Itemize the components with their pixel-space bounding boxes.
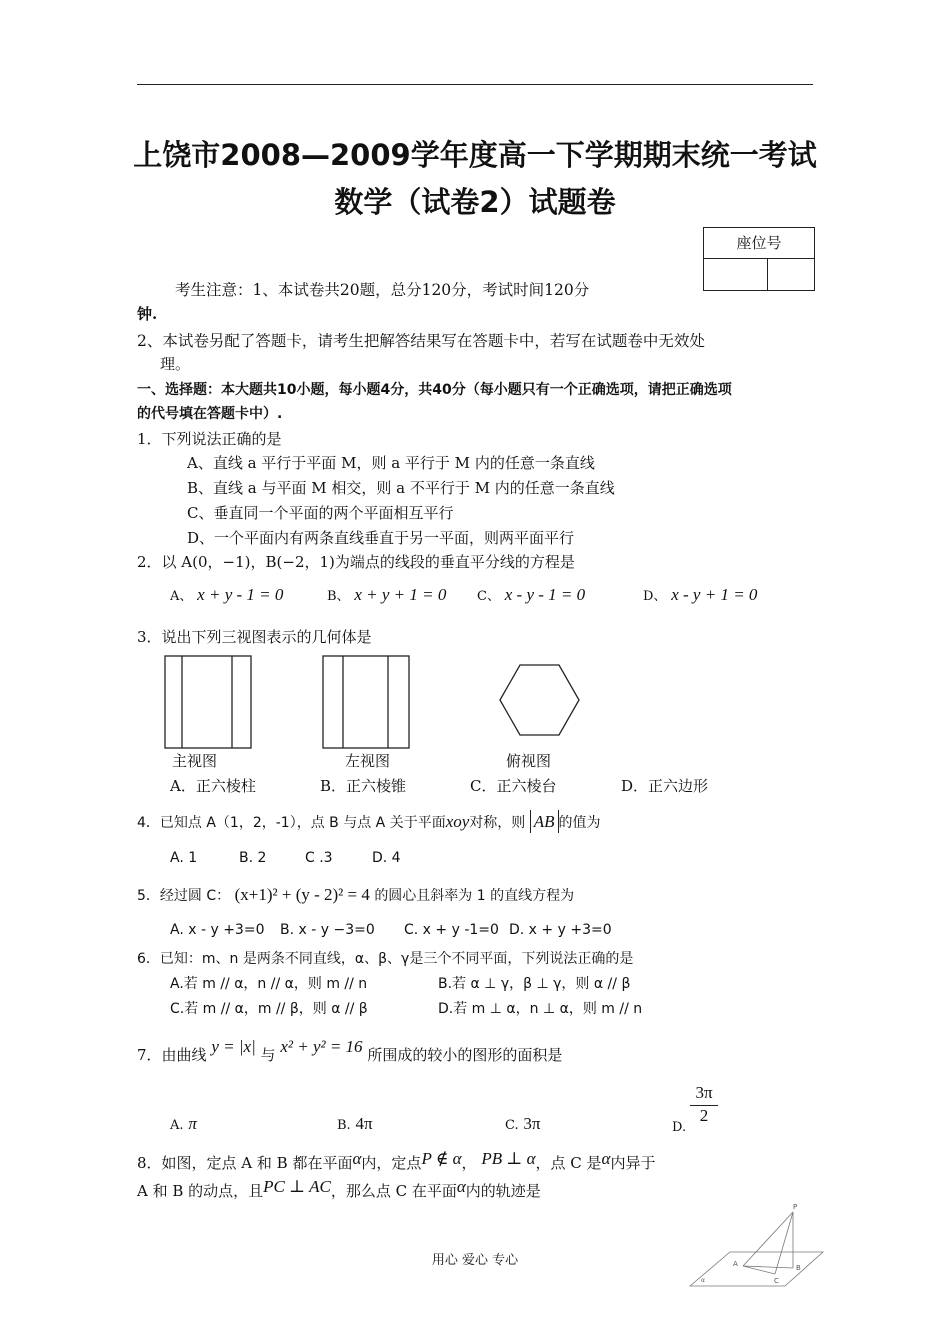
q8-comma: ， <box>461 1154 477 1172</box>
q2-stem: 2．以 A(0，−1)，B(−2，1)为端点的线段的垂直平分线的方程是 <box>137 553 575 571</box>
q7-a-label: A. <box>170 1118 184 1133</box>
q6-option-d: D.若 m ⊥ α，n ⊥ α，则 m // n <box>438 1001 643 1017</box>
q7-b-val: 4π <box>355 1114 373 1133</box>
q7-d-numerator: 3π <box>690 1083 718 1106</box>
section1-heading-cont: 的代号填在答题卡中）. <box>137 406 283 422</box>
q7-d-denominator: 2 <box>699 1106 709 1125</box>
label-alpha: α <box>701 1277 705 1284</box>
q5-option-a: A. x - y +3=0 <box>170 922 265 938</box>
q4-option-b: B. 2 <box>239 850 267 866</box>
q8-line1 <box>137 1149 656 1173</box>
q3-stem: 3．说出下列三视图表示的几何体是 <box>137 628 372 646</box>
q6-stem: 6．已知：m、n 是两条不同直线，α、β、γ是三个不同平面，下列说法正确的是 <box>137 951 634 967</box>
section1-heading: 一、选择题：本大题共10小题，每小题4分，共40分（每小题只有一个正确选项，请把正确选项 <box>137 382 732 398</box>
q7-option-d-fraction <box>690 1083 718 1126</box>
q8-alpha3: α <box>456 1177 466 1196</box>
q7-b-label: B. <box>337 1118 351 1133</box>
front-view-drawing <box>165 656 251 748</box>
side-view-drawing <box>323 656 409 748</box>
q8-cond3: PC ⊥ AC <box>263 1177 331 1196</box>
q2-d-label: D、 <box>643 589 667 604</box>
q7-mid: 与 <box>260 1046 276 1064</box>
q5-circle-eq: (x+1)² + (y - 2)² = 4 <box>234 885 370 904</box>
q3-option-c: C．正六棱台 <box>470 777 557 795</box>
q8-alpha2: α <box>601 1149 611 1168</box>
q7-stem-pre: 7．由曲线 <box>137 1046 207 1064</box>
seat-label: 座位号 <box>704 228 814 259</box>
notes-line2-cont: 理。 <box>160 355 191 373</box>
top-view-hexagon <box>500 665 579 735</box>
q8-cond1: P ∉ α <box>421 1149 462 1168</box>
q2-option-a <box>170 585 283 605</box>
q2-c-label: C、 <box>477 589 500 604</box>
q4-stem-mid: 对称，则 <box>469 815 526 831</box>
q7-curve1: y = |x| <box>211 1037 256 1056</box>
q2-option-d <box>643 585 757 605</box>
q2-a-eq: x + y - 1 = 0 <box>197 585 284 604</box>
page-footer: 用心 爱心 专心 <box>431 1253 519 1268</box>
q8-cond2: PB ⊥ α <box>481 1149 536 1168</box>
notes-line1-cont: 钟. <box>137 305 158 323</box>
q5-option-d: D. x + y +3=0 <box>509 922 612 938</box>
q5-option-c: C. x + y -1=0 <box>404 922 499 938</box>
q3-top-label: 俯视图 <box>506 752 552 770</box>
q7-curve2: x² + y² = 16 <box>280 1037 363 1056</box>
q6-option-b: B.若 α ⊥ γ，β ⊥ γ，则 α // β <box>438 976 631 992</box>
q7-d-label: D. <box>672 1120 687 1135</box>
q3-option-a: A．正六棱柱 <box>170 777 256 795</box>
q1-option-b: B、直线 a 与平面 M 相交，则 a 不平行于 M 内的任意一条直线 <box>187 479 615 497</box>
label-P: P <box>793 1203 798 1211</box>
q3-side-label: 左视图 <box>345 752 391 770</box>
q1-option-d: D、一个平面内有两条直线垂直于另一平面，则两平面平行 <box>187 529 575 547</box>
q4-stem-post: 的值为 <box>558 815 601 831</box>
q5-stem-pre: 5．经过圆 C： <box>137 888 231 904</box>
q7-option-a <box>170 1114 197 1134</box>
q7-c-val: 3π <box>523 1114 541 1133</box>
q8-line2-post: 内的轨迹是 <box>465 1182 541 1200</box>
q4-option-c: C .3 <box>305 850 333 866</box>
q7-a-val: π <box>188 1114 197 1133</box>
q4-option-a: A. 1 <box>170 850 198 866</box>
q3-three-views <box>160 652 580 752</box>
q5-stem-post: 的圆心且斜率为 1 的直线方程为 <box>374 888 575 904</box>
q6-option-c: C.若 m // α，m // β，则 α // β <box>170 1001 368 1017</box>
q1-option-c: C、垂直同一个平面的两个平面相互平行 <box>187 504 454 522</box>
q3-front-label: 主视图 <box>172 752 218 770</box>
q4-plane: xoy <box>445 812 470 831</box>
header-rule <box>137 84 813 85</box>
q8-line1-pre: 8．如图，定点 A 和 B 都在平面 <box>137 1154 353 1172</box>
exam-title: 上饶市2008—2009学年度高一下学期期末统一考试 <box>133 138 817 172</box>
q1-option-a: A、直线 a 平行于平面 M，则 a 平行于 M 内的任意一条直线 <box>187 454 595 472</box>
q2-option-c <box>477 585 585 605</box>
q4-ab-abs: AB <box>530 810 559 833</box>
q3-option-b: B．正六棱锥 <box>320 777 407 795</box>
q2-b-eq: x + y + 1 = 0 <box>354 585 447 604</box>
q7-stem-post: 所围成的较小的图形的面积是 <box>367 1046 563 1064</box>
notes-line1: 考生注意：1、本试卷共20题，总分120分，考试时间120分 <box>175 281 590 299</box>
label-C: C <box>774 1277 779 1285</box>
label-A: A <box>733 1260 738 1268</box>
q3-option-d: D．正六边形 <box>621 777 709 795</box>
q2-a-label: A、 <box>170 589 193 604</box>
q6-option-a: A.若 m // α，n // α，则 m // n <box>170 976 368 992</box>
q2-d-eq: x - y + 1 = 0 <box>671 585 758 604</box>
q8-plane-figure <box>685 1198 825 1290</box>
q5-option-b: B. x - y −3=0 <box>280 922 375 938</box>
q8-line1-post: ，点 C 是 <box>535 1154 602 1172</box>
q8-line2-mid: ，那么点 C 在平面 <box>330 1182 457 1200</box>
q8-line1-end: 内异于 <box>610 1154 656 1172</box>
q2-c-eq: x - y - 1 = 0 <box>504 585 586 604</box>
q7-stem <box>137 1037 563 1065</box>
q4-stem <box>137 812 601 832</box>
q8-line2 <box>137 1177 541 1201</box>
seat-number-box <box>703 227 815 291</box>
q2-option-b <box>327 585 446 605</box>
q8-line2-pre: A 和 B 的动点，且 <box>137 1182 264 1200</box>
q8-line1-mid: 内，定点 <box>361 1154 422 1172</box>
q5-stem <box>137 885 574 905</box>
q4-stem-pre: 4．已知点 A（1，2，-1），点 B 与点 A 关于平面 <box>137 815 446 831</box>
notes-line2: 2、本试卷另配了答题卡，请考生把解答结果写在答题卡中，若写在试题卷中无效处 <box>137 332 705 350</box>
q2-b-label: B、 <box>327 589 350 604</box>
q7-c-label: C. <box>505 1118 519 1133</box>
q7-option-b <box>337 1114 373 1134</box>
q8-alpha1: α <box>352 1149 362 1168</box>
exam-subtitle: 数学（试卷2）试题卷 <box>334 185 616 219</box>
label-B: B <box>796 1264 801 1272</box>
q1-stem: 1．下列说法正确的是 <box>137 430 282 448</box>
q4-option-d: D. 4 <box>372 850 401 866</box>
q7-option-c <box>505 1114 541 1134</box>
